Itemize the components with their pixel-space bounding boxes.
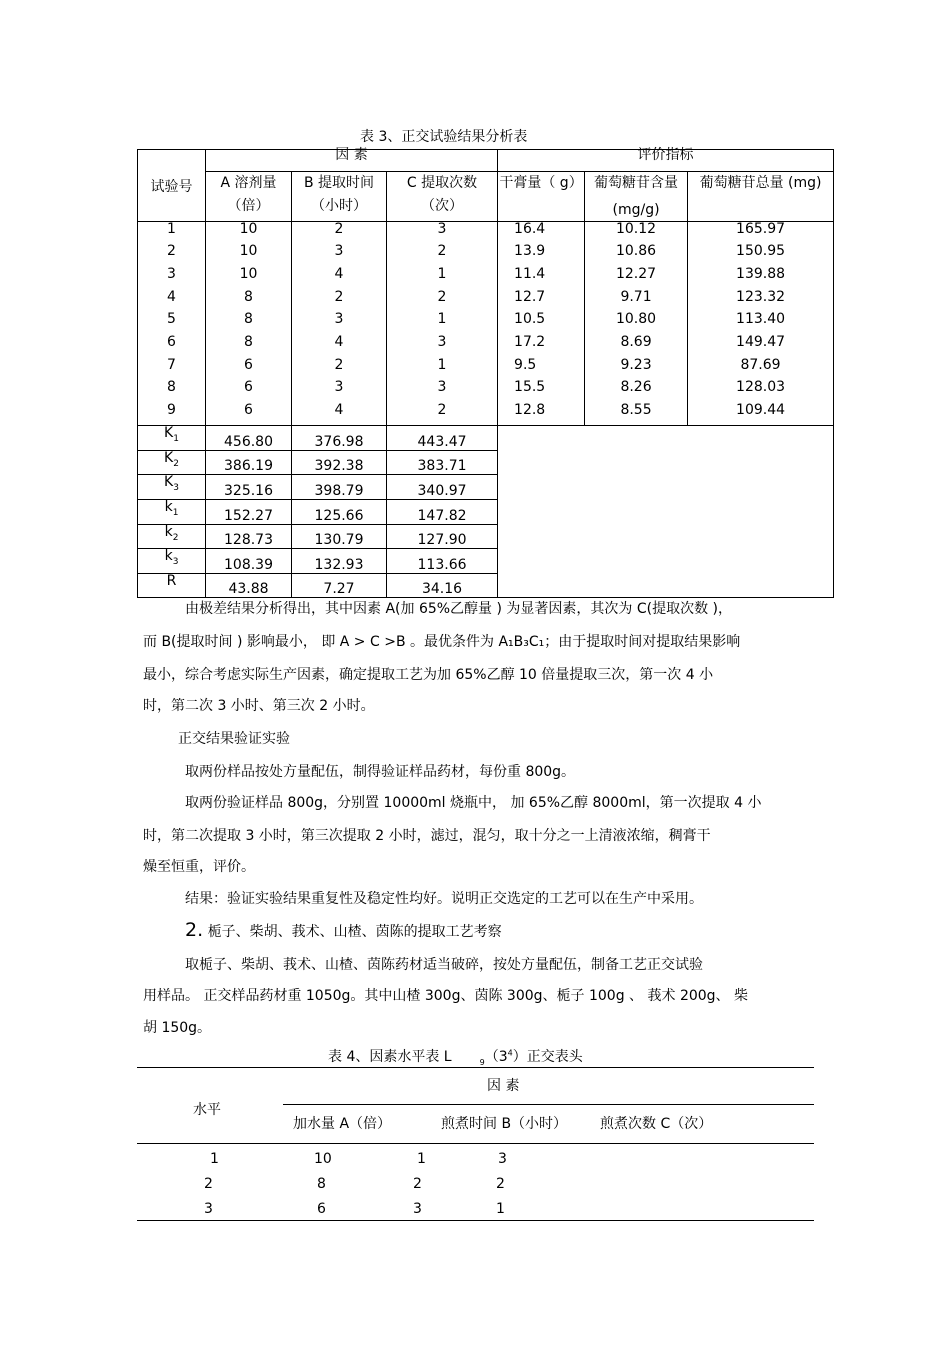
table3-stat-label: $K_3$ (138, 475, 206, 500)
table3-cell: 87.69 (688, 358, 834, 381)
table3-row (138, 403, 834, 426)
table3-stat-label: $K_1$ (138, 426, 206, 451)
table3-stat-cell: 376.98 (292, 426, 387, 451)
table4-row3-a: 6 (317, 1201, 326, 1217)
analysis-paragraph-line2: 而 B(提取时间 ) 影响最小， 即 A > C >B 。最优条件为 A₁B₃C₁；由于提取时间对提取结果影响 (143, 634, 741, 650)
table3-cell: 2 (387, 290, 498, 313)
table4-caption: 表 4、因素水平表 L $_9(3^4)$正交表头 (328, 1048, 583, 1067)
table4-row2-a: 8 (317, 1176, 326, 1192)
table3-stat-label: $k_3$ (138, 549, 206, 574)
table3-stat-cell: 108.39 (206, 549, 292, 574)
table3-cell: 109.44 (688, 403, 834, 426)
analysis-paragraph-line3: 最小，综合考虑实际生产因素，确定提取工艺为加 65%乙醇 10 倍量提取三次，第一次 4 小 (143, 667, 714, 683)
table3-cell: 8 (206, 335, 292, 358)
table3-stat-cell: 147.82 (387, 499, 498, 524)
table3-cell: 3 (292, 244, 387, 267)
verify-paragraph: 取两份样品按处方量配伍，制得验证样品药材，每份重 800g。 (185, 764, 576, 780)
table4-row2-b: 2 (413, 1176, 422, 1192)
trial-no-header: 试验号 (138, 150, 206, 222)
verify-title: 正交结果验证实验 (178, 731, 290, 747)
table3-cell: 8 (206, 312, 292, 335)
table3-stat-cell: 443.47 (387, 426, 498, 451)
table3-cell: 12.8 (498, 403, 585, 426)
table3-cell: 8.26 (585, 380, 688, 403)
table3-cell: 13.9 (498, 244, 585, 267)
table3-row (138, 222, 834, 245)
table4-col-c-header: 煎煮次数 C（次） (600, 1116, 713, 1132)
table3-cell: 139.88 (688, 267, 834, 290)
table3-stat-cell: 456.80 (206, 426, 292, 451)
table3-row (138, 358, 834, 381)
sample-paragraph-line3: 胡 150g。 (143, 1020, 212, 1036)
sample-paragraph-line2: 用样品。 正交样品药材重 1050g。其中山楂 300g、茵陈 300g、栀子 100g 、 莪术 200g、 柴 (143, 988, 748, 1004)
table3-cell: 8 (206, 290, 292, 313)
verify-method-line1: 取两份验证样品 800g，分别置 10000ml 烧瓶中， 加 65%乙醇 8000ml，第一次提取 4 小 (185, 795, 762, 811)
table3-cell: 10 (206, 244, 292, 267)
table3-row (138, 244, 834, 267)
table4-bottom-rule (137, 1220, 814, 1221)
table3-cell: 16.4 (498, 222, 585, 245)
table3-cell: 8.55 (585, 403, 688, 426)
table3-stat-label: R (138, 573, 206, 598)
table3-cell: 2 (292, 358, 387, 381)
table4-row3-level: 3 (204, 1201, 213, 1217)
table3-cell: 1 (387, 312, 498, 335)
table3-stat-cell: 7.27 (292, 573, 387, 598)
table3-cell: 128.03 (688, 380, 834, 403)
col-total-header: 葡萄糖苷总量 (mg) (688, 172, 834, 222)
col-b-header: B 提取时间 （小时） (292, 172, 387, 222)
table3-cell: 1 (387, 358, 498, 381)
analysis-paragraph-line4: 时，第二次 3 小时、第三次 2 小时。 (143, 698, 375, 714)
col-content-header: 葡萄糖苷含量 (mg/g) (585, 172, 688, 222)
table3-cell: 150.95 (688, 244, 834, 267)
table3-caption: 表 3、正交试验结果分析表 (360, 129, 528, 145)
table3-stat-label: $k_1$ (138, 499, 206, 524)
table3-cell: 2 (292, 290, 387, 313)
table3-stat-cell: 43.88 (206, 573, 292, 598)
table3-cell: 10.80 (585, 312, 688, 335)
table3-row (138, 312, 834, 335)
table3-cell: 8 (138, 380, 206, 403)
table3-stat-cell: 125.66 (292, 499, 387, 524)
table4-factor-rule (283, 1104, 814, 1105)
table3-stat-cell: 127.90 (387, 524, 498, 549)
table3-cell: 11.4 (498, 267, 585, 290)
table3-cell: 165.97 (688, 222, 834, 245)
table3-cell: 2 (138, 244, 206, 267)
table3-cell: 10 (206, 267, 292, 290)
table3-stat-cell: 398.79 (292, 475, 387, 500)
eval-group-header: 评价指标 (498, 150, 834, 172)
table3-cell: 3 (387, 222, 498, 245)
table4-col-a-header: 加水量 A（倍） (293, 1116, 392, 1132)
verify-method-line3: 燥至恒重，评价。 (143, 859, 255, 875)
table3-cell: 123.32 (688, 290, 834, 313)
table3-cell: 9 (138, 403, 206, 426)
table3-cell: 4 (292, 335, 387, 358)
table4-level-header: 水平 (193, 1102, 221, 1118)
table3-cell: 6 (206, 403, 292, 426)
table4-col-b-header: 煎煮时间 B（小时） (441, 1116, 568, 1132)
table3-cell: 10.12 (585, 222, 688, 245)
table3-cell: 9.23 (585, 358, 688, 381)
table3-cell: 12.27 (585, 267, 688, 290)
table4-header-rule (137, 1143, 814, 1144)
table3-row (138, 267, 834, 290)
table3-cell: 3 (292, 380, 387, 403)
table3-stat-cell: 132.93 (292, 549, 387, 574)
table3-stat-label: $k_2$ (138, 524, 206, 549)
table4-row1-c: 3 (498, 1151, 507, 1167)
table3-cell: 6 (138, 335, 206, 358)
table4-row1-a: 10 (314, 1151, 332, 1167)
table3-cell: 2 (387, 403, 498, 426)
table3-cell: 10 (206, 222, 292, 245)
col-dry-header: 干膏量（ g） (498, 172, 585, 222)
table3-stat-cell: 325.16 (206, 475, 292, 500)
table4-row1-level: 1 (210, 1151, 219, 1167)
table3-stat-cell: 130.79 (292, 524, 387, 549)
table3-cell: 1 (387, 267, 498, 290)
table3-stat-cell: 128.73 (206, 524, 292, 549)
table3-cell: 5 (138, 312, 206, 335)
table3-cell: 12.7 (498, 290, 585, 313)
table3-stat-cell: 113.66 (387, 549, 498, 574)
verify-method-line2: 时，第二次提取 3 小时，第三次提取 2 小时，滤过，混匀，取十分之一上清液浓缩，稠膏干 (143, 828, 711, 844)
table3-cell: 9.5 (498, 358, 585, 381)
table3-cell: 149.47 (688, 335, 834, 358)
table3-stat-cell: 34.16 (387, 573, 498, 598)
result-paragraph: 结果：验证实验结果重复性及稳定性均好。说明正交选定的工艺可以在生产中采用。 (185, 891, 703, 907)
table3-stat-cell: 392.38 (292, 450, 387, 475)
table3-cell: 10.86 (585, 244, 688, 267)
table3-stat-label: $K_2$ (138, 450, 206, 475)
factor-group-header: 因 素 (206, 150, 498, 172)
table4-row3-c: 1 (496, 1201, 505, 1217)
sample-paragraph-line1: 取栀子、柴胡、莪术、山楂、茵陈药材适当破碎，按处方量配伍，制备工艺正交试验 (185, 957, 703, 973)
table3-cell: 2 (292, 222, 387, 245)
table3-empty-area (498, 426, 834, 598)
table3-cell: 10.5 (498, 312, 585, 335)
table3-stat-cell: 152.27 (206, 499, 292, 524)
table4-row3-b: 3 (413, 1201, 422, 1217)
table3-cell: 3 (387, 380, 498, 403)
table3-row (138, 380, 834, 403)
table3-cell: 3 (138, 267, 206, 290)
table4-top-rule (137, 1067, 814, 1068)
table3-cell: 17.2 (498, 335, 585, 358)
table3-row (138, 335, 834, 358)
table3 (137, 149, 834, 598)
table3-cell: 2 (387, 244, 498, 267)
table3-cell: 8.69 (585, 335, 688, 358)
table3-cell: 15.5 (498, 380, 585, 403)
table4-row2-c: 2 (496, 1176, 505, 1192)
table3-cell: 1 (138, 222, 206, 245)
table3-cell: 6 (206, 358, 292, 381)
table3-cell: 7 (138, 358, 206, 381)
table3-cell: 6 (206, 380, 292, 403)
table4-row1-b: 1 (417, 1151, 426, 1167)
section2-heading: 2. 栀子、柴胡、莪术、山楂、茵陈的提取工艺考察 (185, 919, 502, 941)
table3-row (138, 290, 834, 313)
table4-factor-header: 因 素 (487, 1078, 520, 1094)
table3-cell: 4 (292, 267, 387, 290)
col-c-header: C 提取次数 （次） (387, 172, 498, 222)
table4-row2-level: 2 (204, 1176, 213, 1192)
table3-cell: 113.40 (688, 312, 834, 335)
table3-cell: 9.71 (585, 290, 688, 313)
table3-cell: 4 (292, 403, 387, 426)
col-a-header: A 溶剂量 （倍） (206, 172, 292, 222)
table3-stat-cell: 340.97 (387, 475, 498, 500)
analysis-paragraph-line1: 由极差结果分析得出，其中因素 A(加 65%乙醇量 ) 为显著因素，其次为 C(提取次数 )， (185, 601, 733, 617)
table3-cell: 3 (387, 335, 498, 358)
table3-cell: 4 (138, 290, 206, 313)
table3-stat-cell: 383.71 (387, 450, 498, 475)
table3-stat-row (138, 426, 834, 451)
table3-cell: 3 (292, 312, 387, 335)
table3-stat-cell: 386.19 (206, 450, 292, 475)
